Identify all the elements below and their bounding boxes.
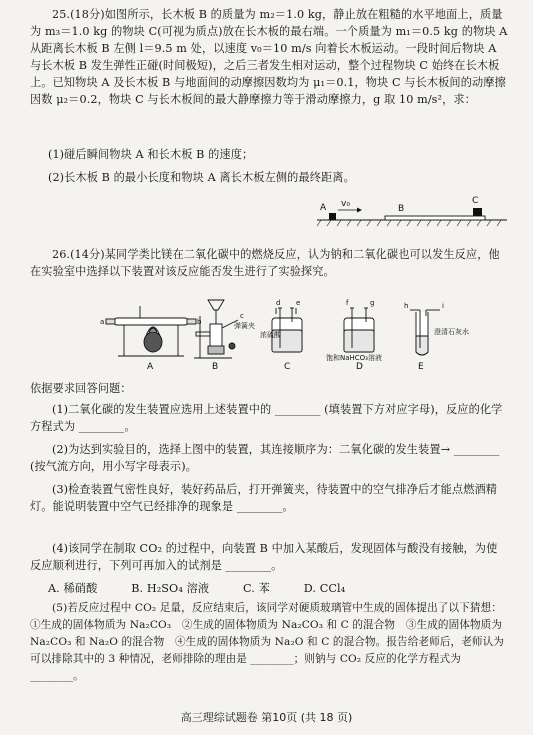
- label-conc-h2so4: 浓硫酸: [260, 331, 281, 339]
- label-d-port: d: [276, 299, 281, 307]
- label-f-port: f: [346, 299, 349, 307]
- label-apparatus-a: A: [147, 362, 154, 371]
- q25-sub2: (2)长木板 B 的最小长度和物块 A 离长木板左侧的最终距离。: [48, 171, 355, 184]
- block-c: [473, 208, 482, 216]
- label-nahco3: 饱和NaHCO₃溶液: [326, 354, 382, 362]
- q26-sub5: (5)若反应过程中 CO₂ 足量，反应结束后，该同学对硬质玻璃管中生成的固体提出了以下猜想：①生成的固体物质为 Na₂CO₃ ②生成的固体物质为 Na₂CO₃ 和 C 的混合物 ③生成的固体物质为 Na₂CO₃ 和 Na₂O 的混合物 ④生成的固体物质为 Na₂O 和 C 的混合物。报告给老师后，老师认为可以排除其中的 3 种情况，老师排除的理由是 ________；则钠与 CO₂ 反应的化学方程式为 ________。: [30, 602, 504, 682]
- label-limewater: 澄清石灰水: [434, 328, 469, 336]
- q25-figure: [315, 190, 510, 230]
- apparatus-a: [106, 306, 196, 356]
- label-c-port: c: [240, 312, 244, 320]
- board-b: [385, 216, 485, 220]
- label-h-port: h: [404, 302, 409, 310]
- label-v0: v₀: [341, 199, 350, 209]
- label-apparatus-d: D: [356, 362, 363, 371]
- q26-figure: [100, 296, 480, 371]
- label-apparatus-b: B: [212, 362, 219, 371]
- q25-intro: 25.(18分)如图所示，长木板 B 的质量为 m₂＝1.0 kg，静止放在粗糙的水平地面上，质量为 m₃＝1.0 kg 的物块 C(可视为质点)放在长木板的最右端。一个质量为 m₁＝0.5 kg 的物块 A 从距离长木板 B 左侧 l＝9.5 m 处，以速度 v₀＝10 m/s 向着长木板运动。一段时间后物块 A 与长木板 B 发生弹性正碰(时间极短)，之后三者发生相对运动，整个过程物块 C 始终在长木板上。已知物块 A 及长木板 B 与地面间的动摩擦因数均为 μ₁＝0.1，物块 C 与长木板间的动摩擦因数 μ₂＝0.2，物块 C 与长木板间的最大静摩擦力等于滑动摩擦力，g 取 10 m/s²，求：: [30, 8, 508, 106]
- apparatus-d: [344, 308, 374, 352]
- label-a: A: [320, 203, 327, 213]
- q26-requirement: 依据要求回答问题：: [30, 382, 132, 395]
- label-apparatus-c: C: [284, 362, 291, 371]
- q26-sub2: (2)为达到实验目的，选择上图中的装置，其连接顺序为：二氧化碳的发生装置→ ________ (按气流方向，用小写字母表示)。: [30, 443, 500, 473]
- apparatus-c: [272, 308, 302, 352]
- label-i-port: i: [442, 302, 444, 310]
- label-b-port: b: [197, 318, 202, 326]
- label-g-port: g: [370, 299, 375, 307]
- label-spring-clip: 弹簧夹: [234, 322, 255, 330]
- label-apparatus-e: E: [418, 362, 424, 371]
- q26-options: A. 稀硝酸 B. H₂SO₄ 溶液 C. 苯 D. CCl₄: [48, 582, 346, 595]
- q26-intro: 26.(14分)某同学类比镁在二氧化碳中的燃烧反应，认为钠和二氧化碳也可以发生反应，他在实验室中选择以下装置对该反应能否发生进行了实验探究。: [30, 248, 500, 278]
- q26-sub3: (3)检查装置气密性良好，装好药品后，打开弹簧夹，待装置中的空气排净后才能点燃酒精灯。能说明装置中空气已经排净的现象是 ________。: [30, 483, 498, 513]
- q25-sub1: (1)碰后瞬间物块 A 和长木板 B 的速度；: [48, 148, 254, 161]
- q26-sub1: (1)二氧化碳的发生装置应选用上述装置中的 ________ (填装置下方对应字母)，反应的化学方程式为 ________。: [30, 403, 503, 433]
- apparatus-b: [194, 300, 238, 358]
- label-c: C: [472, 196, 479, 206]
- label-a-port: a: [100, 318, 105, 326]
- page-footer: 高三理综试题卷 第10页 (共 18 页): [180, 711, 353, 724]
- block-a: [329, 213, 336, 220]
- label-b: B: [398, 204, 405, 214]
- label-e-port: e: [296, 299, 301, 307]
- q26-sub4: (4)该同学在制取 CO₂ 的过程中，向装置 B 中加入某酸后，发现固体与酸没有接触，为使反应顺利进行，下列可再加入的试剂是 ________。: [30, 542, 498, 572]
